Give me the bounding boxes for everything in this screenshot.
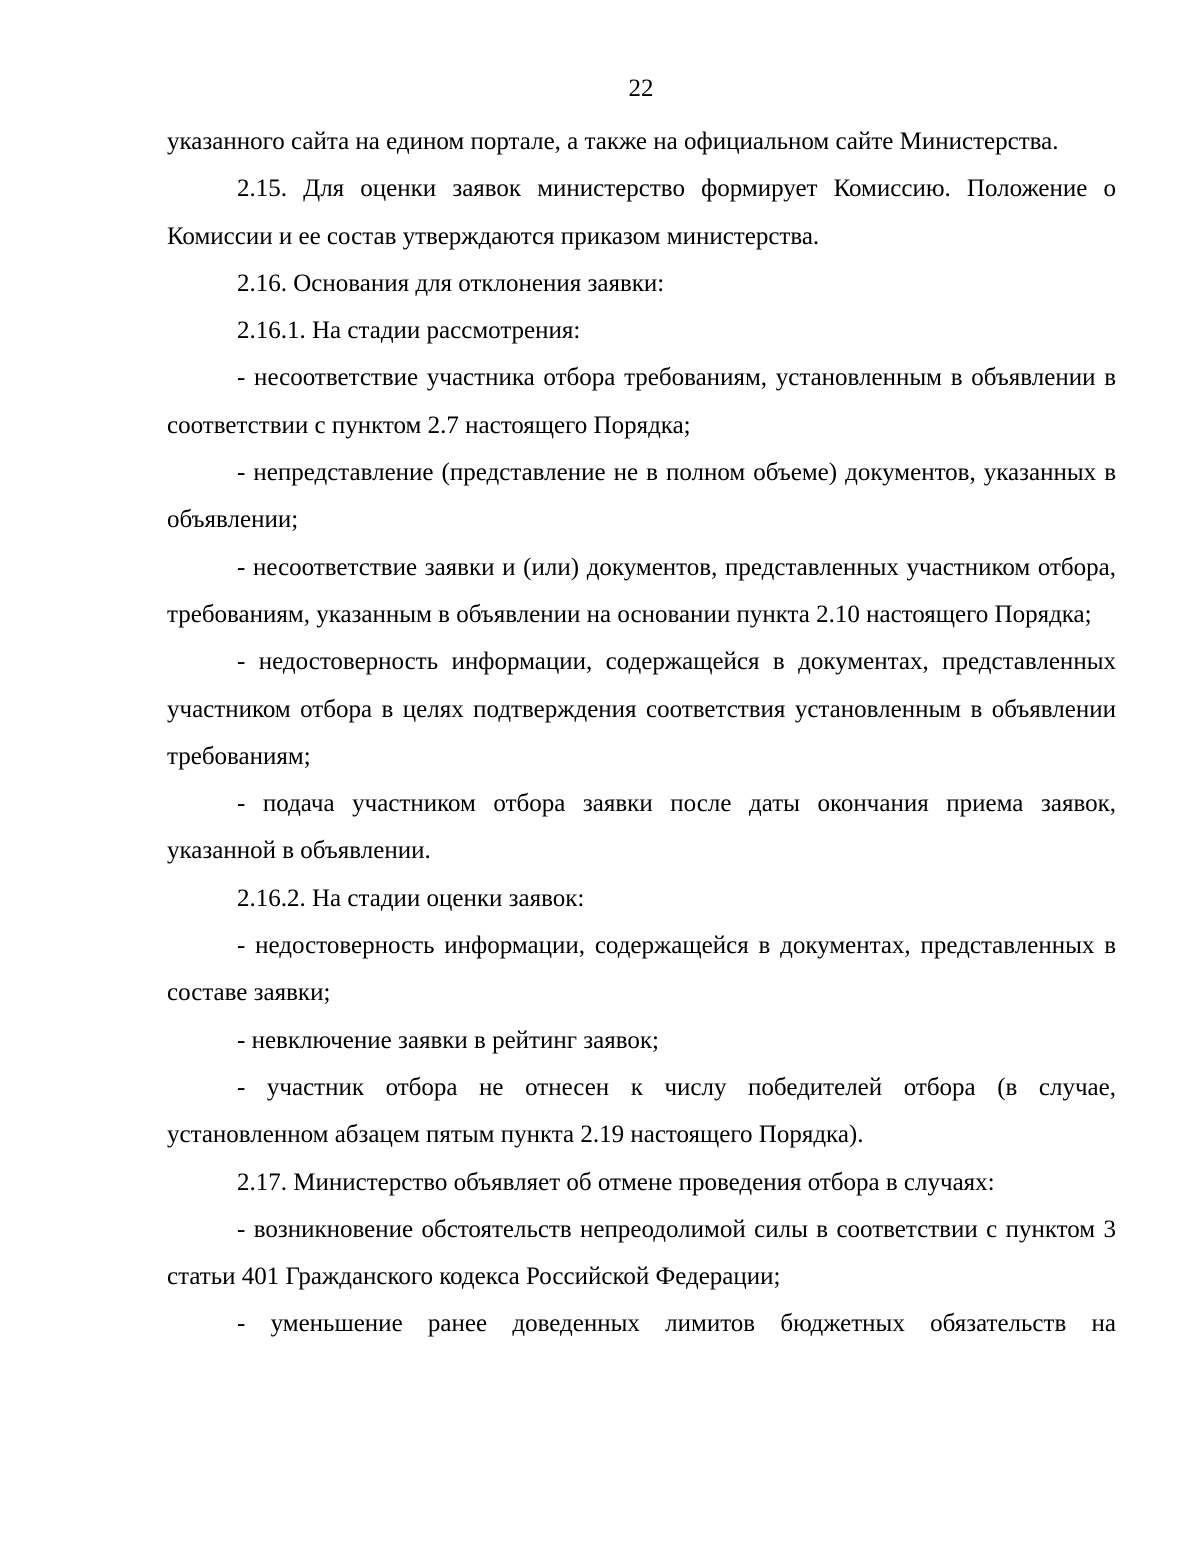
paragraph: - недостоверность информации, содержащейся в документах, представленных в составе заявки;	[167, 932, 1116, 1007]
paragraph: - несоответствие участника отбора требованиям, установленным в объявлении в соответствии с пунктом 2.7 настоящего Порядка;	[167, 364, 1116, 439]
paragraph: 2.17. Министерство объявляет об отмене проведения отбора в случаях:	[237, 1168, 995, 1196]
paragraph: 2.16.2. На стадии оценки заявок:	[237, 884, 585, 912]
paragraph: - участник отбора не отнесен к числу победителей отбора (в случае, установленном абзацем пятым пункта 2.19 настоящего Порядка).	[167, 1073, 1116, 1149]
paragraph: - непредставление (представление не в полном объеме) документов, указанных в объявлении;	[167, 459, 1116, 534]
paragraph: указанного сайта на едином портале, а также на официальном сайте Министерства.	[167, 128, 1059, 155]
document-body	[167, 118, 1116, 1348]
paragraph: - возникновение обстоятельств непреодолимой силы в соответствии с пунктом 3 статьи 401 Гражданского кодекса Российской Федерации;	[167, 1215, 1116, 1291]
paragraph: 2.16.1. На стадии рассмотрения:	[237, 317, 581, 345]
paragraph: - уменьшение ранее доведенных лимитов бюджетных обязательств на	[237, 1310, 1116, 1338]
paragraph: - невключение заявки в рейтинг заявок;	[237, 1026, 659, 1054]
paragraph: - подача участником отбора заявки после даты окончания приема заявок, указанной в объявлении.	[167, 790, 1116, 865]
paragraph: 2.16. Основания для отклонения заявки:	[237, 269, 665, 297]
paragraph: - несоответствие заявки и (или) документов, представленных участником отбора, требованиям, указанным в объявлении на основании пункта 2.10 настоящего Порядка;	[167, 553, 1116, 628]
paragraph: - недостоверность информации, содержащейся в документах, представленных участником отбора в целях подтверждения соответствия установленным в объявлении требованиям;	[167, 648, 1116, 770]
paragraph: 2.15. Для оценки заявок министерство формирует Комиссию. Положение о Комиссии и ее состав утверждаются приказом министерства.	[167, 175, 1116, 250]
page-number: 22	[628, 75, 654, 102]
